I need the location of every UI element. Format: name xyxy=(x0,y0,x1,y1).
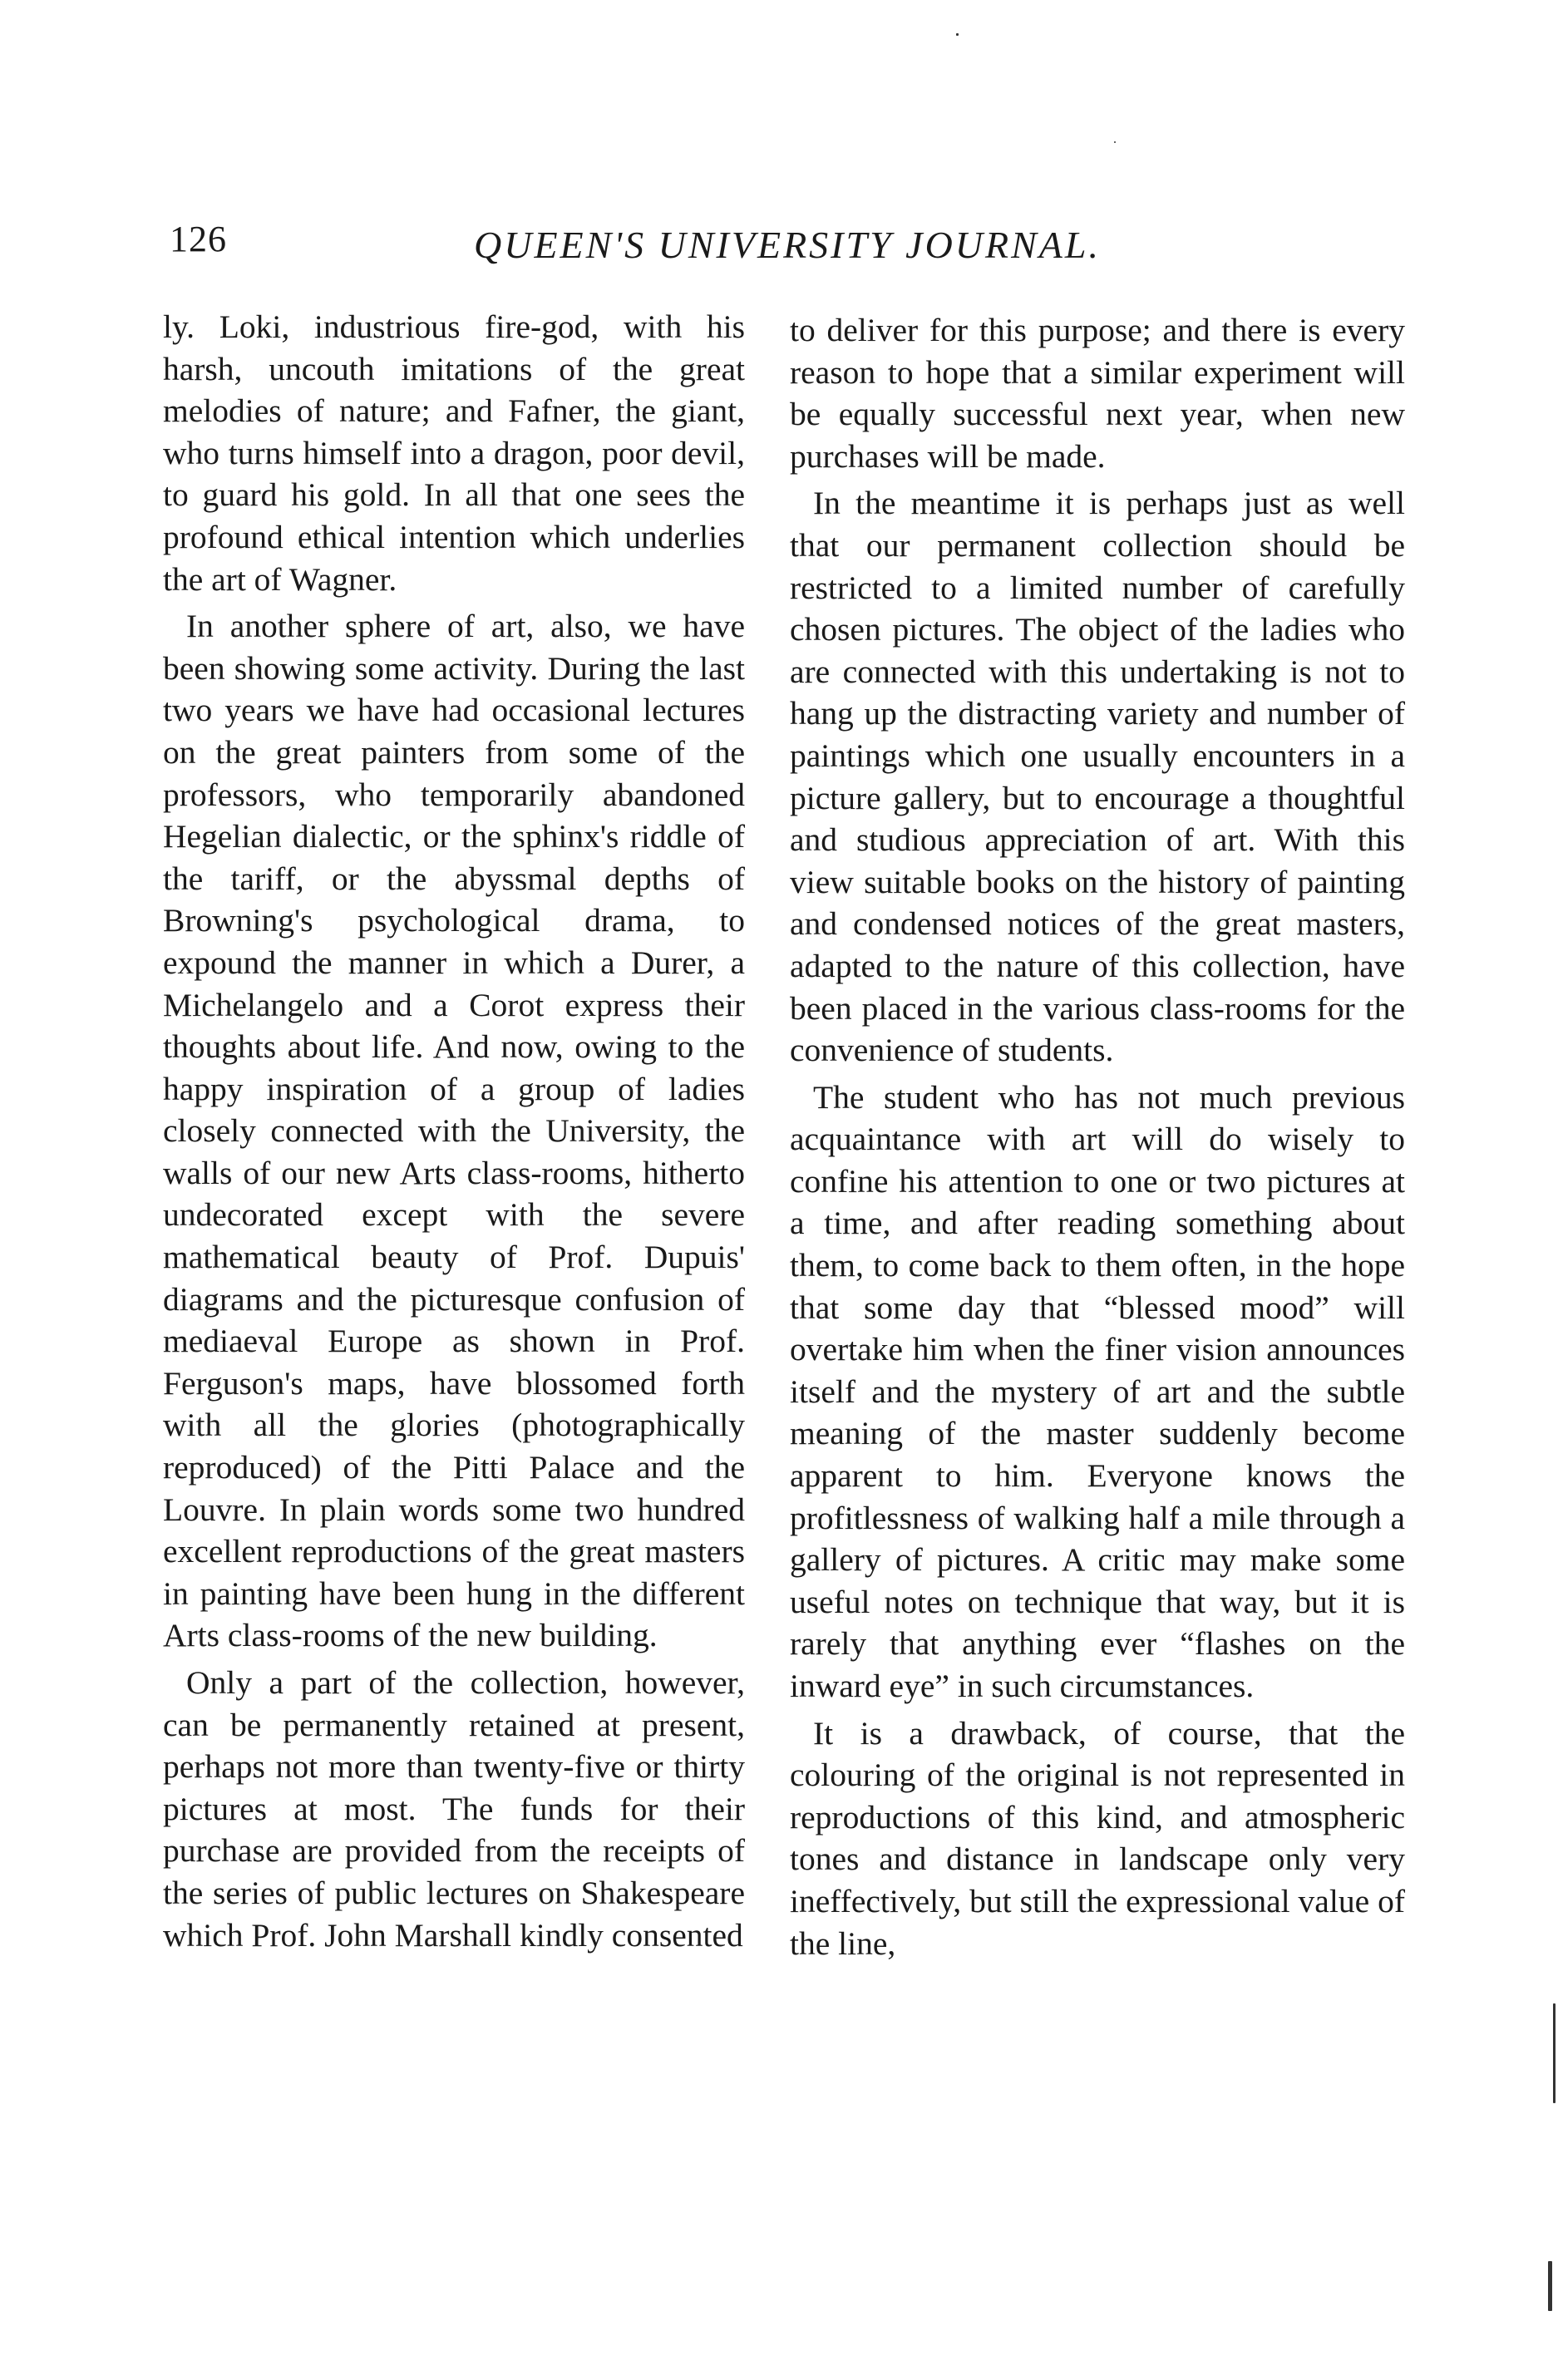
scan-artifact-mark xyxy=(1548,2261,1552,2311)
scan-artifact-mark xyxy=(1553,2003,1556,2103)
right-paragraph-2: In the meantime it is perhaps just as well that our permanent collection should be restricted to a limited number of carefully chosen pictures. The object of the ladies who are connected with this undertaking is not to hang up the distracting variety and number of paintings which one usually encounters in a picture gallery, but to encourage a thoughtful and studious appreciation of art. With this view suitable books on the history of painting and condensed notices of the great masters, adapted to the nature of this collection, have been placed in the various class-rooms for the convenience of students. xyxy=(790,485,1405,1069)
right-column xyxy=(790,309,1405,1969)
right-paragraph-4: It is a drawback, of course, that the colouring of the original is not represented in reproductions of this kind, and atmospheric tones and distance in landscape only very ineffectively, but still the expressional value of the line, xyxy=(790,1714,1405,1962)
left-paragraph-1: ly. Loki, industrious fire-god, with his harsh, uncouth imitations of the great melodies of nature; and Fafner, the giant, who turns himself into a dragon, poor devil, to guard his gold. In all that one sees the profound ethical intention which underlies the art of Wagner. xyxy=(163,308,745,598)
left-paragraph-2: In another sphere of art, also, we have been showing some activity. During the last two years we have had occasional lectures on the great painters from some of the professors, who temporarily abandoned Hegelian dialectic, or the sphinx's riddle of the tariff, or the abyssmal depths of Browning's psychological drama, to expound the manner in which a Durer, a Michelangelo and a Corot express their thoughts about life. And now, owing to the happy inspiration of a group of ladies closely connected with the University, the walls of our new Arts class-rooms, hitherto undecorated except with the severe mathematical beauty of Prof. Dupuis' diagrams and the picturesque confusion of mediaeval Europe as shown in Prof. Ferguson's maps, have blossomed forth with all the glories (photographically reproduced) of the Pitti Palace and the Louvre. In plain words some two hundred excellent reproductions of the great masters in painting have been hung in the different Arts class-rooms of the new building. xyxy=(163,608,745,1654)
right-paragraph-3: The student who has not much previous acquaintance with art will do wisely to confine his attention to one or two pictures at a time, and after reading something about them, to come back to them often, in the hope that some day that “blessed mood” will overtake him when the finer vision announces itself and the mystery of art and the subtle meaning of the master suddenly become apparent to him. Everyone knows the profitlessness of walking half a mile through a gallery of pictures. A critic may make some useful notes on technique that way, but it is rarely that anything ever “flashes on the inward eye” in such circumstances. xyxy=(790,1078,1405,1704)
right-paragraph-1: to deliver for this purpose; and there is every reason to hope that a similar experiment will be equally successful next year, when new purchases will be made. xyxy=(790,312,1405,475)
left-paragraph-3: Only a part of the collection, however, can be permanently retained at present, perhaps not more than twenty-five or thirty pictures at most. The funds for their purchase are provided from the receipts of the series of public lectures on Shakespeare which Prof. John Marshall kindly consented xyxy=(163,1664,745,1954)
scan-artifact-dot xyxy=(1114,141,1116,143)
scan-artifact-dot xyxy=(956,33,959,36)
running-head: QUEEN'S UNIVERSITY JOURNAL. xyxy=(474,224,1101,266)
left-column xyxy=(163,306,745,1961)
page-number: 126 xyxy=(170,219,227,259)
